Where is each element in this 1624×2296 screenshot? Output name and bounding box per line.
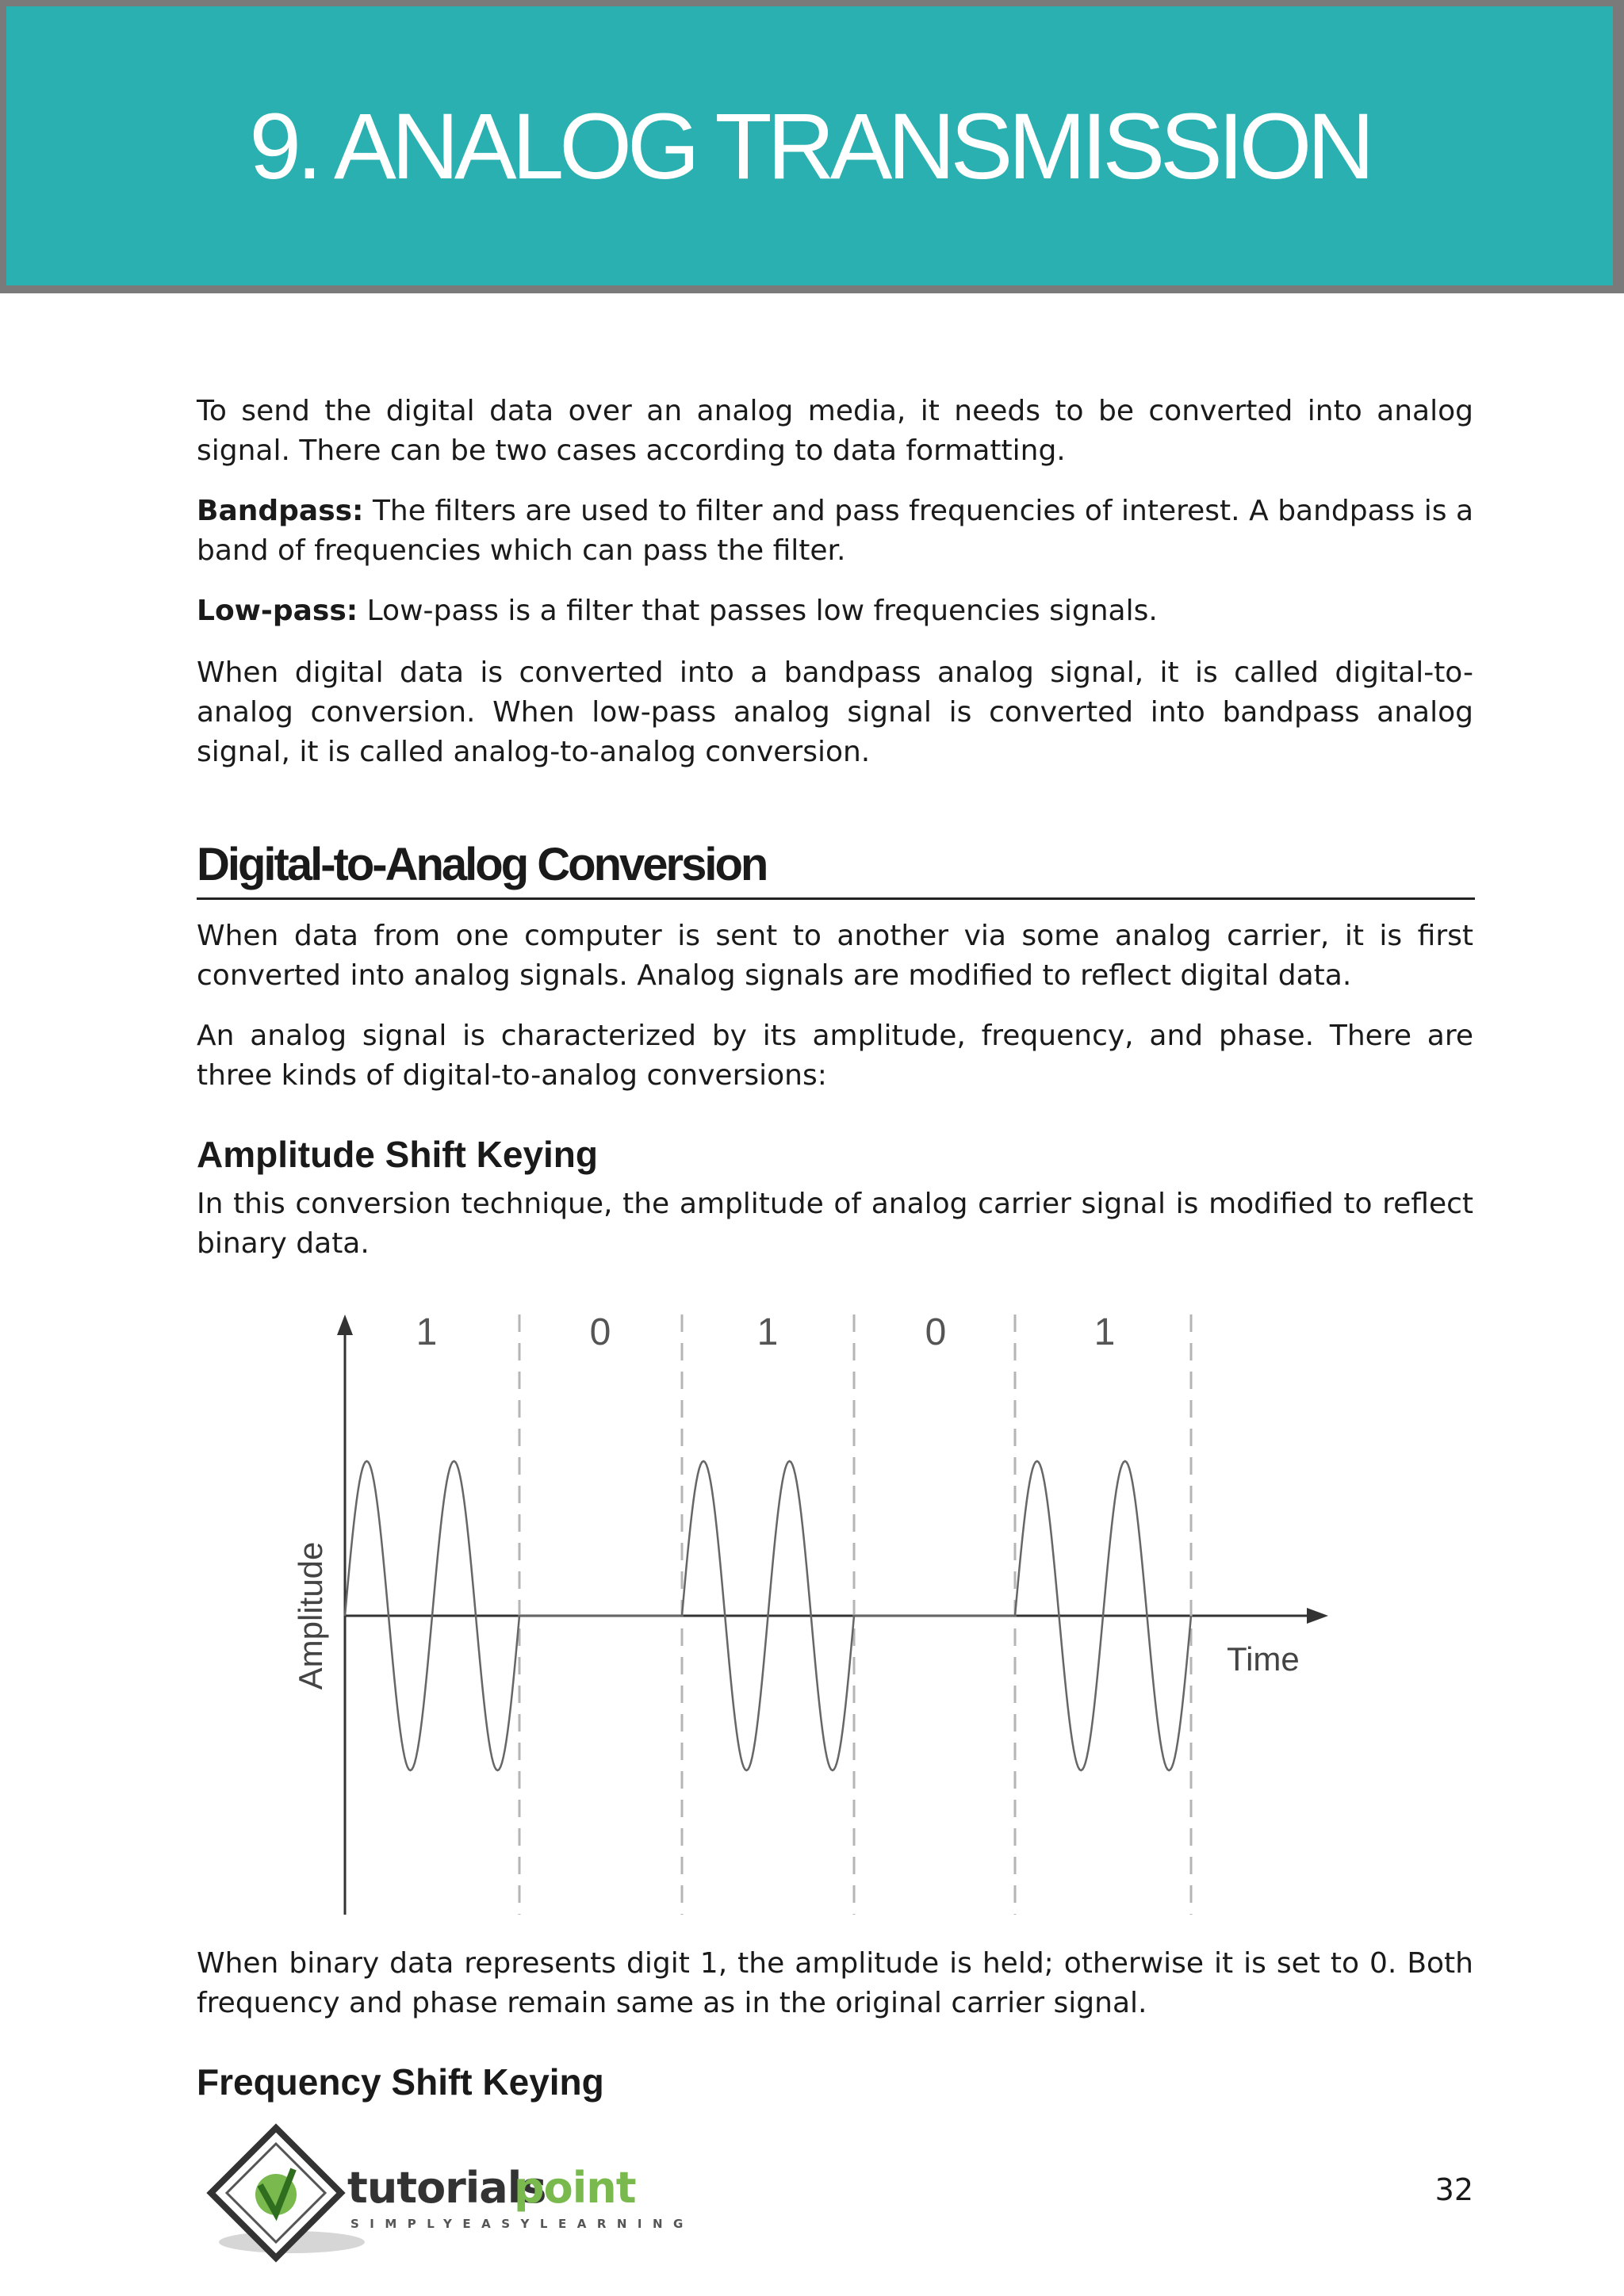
page-number: 32	[1434, 2172, 1473, 2207]
ask-paragraph-1: In this conversion technique, the amplitude of analog carrier signal is modified to reflect binary data.	[197, 1188, 1473, 1260]
dac-heading: Digital-to-Analog Conversion	[197, 832, 1475, 900]
bandpass-text: The filters are used to filter and pass frequencies of interest. A bandpass is a band of frequencies which can pass the filter.	[197, 495, 1473, 567]
time-label: Time	[1227, 1640, 1300, 1678]
dac-paragraph-2: An analog signal is characterized by its amplitude, frequency, and phase. There are three kinds of digital-to-analog conversions:	[197, 1020, 1473, 1092]
conversion-paragraph: When digital data is converted into a bandpass analog signal, it is called digital-to-analog conversion. When low-pass analog signal is converted into bandpass analog signal, it is called analog-to-analog conversion.	[197, 656, 1473, 768]
lowpass-paragraph	[197, 591, 1473, 631]
ask-paragraph-2: When binary data represents digit 1, the amplitude is held; otherwise it is set to 0. Both frequency and phase remain same as in the original carrier signal.	[197, 1947, 1473, 2019]
bandpass-term: Bandpass:	[197, 495, 364, 527]
time-axis-arrow	[1307, 1608, 1328, 1624]
brand-green: point	[514, 2163, 636, 2213]
intro-paragraph: To send the digital data over an analog media, it needs to be converted into analog signal. There can be two cases according to data formatting.	[197, 395, 1473, 467]
bit-label: 1	[1094, 1311, 1116, 1353]
tutorialspoint-logo	[205, 2122, 760, 2264]
bit-label: 1	[416, 1311, 438, 1353]
ask-diagram	[278, 1300, 1340, 1927]
bit-label: 1	[756, 1311, 779, 1353]
bit-label: 0	[589, 1311, 611, 1353]
dac-paragraph-1: When data from one computer is sent to another via some analog carrier, it is first converted into analog signals. Analog signals are modified to reflect digital data.	[197, 920, 1473, 992]
brand-tagline: SIMPLYEASYLEARNING	[350, 2217, 694, 2231]
lowpass-text: Low-pass is a filter that passes low frequencies signals.	[358, 595, 1158, 627]
ask-heading: Amplitude Shift Keying	[197, 1134, 598, 1175]
chapter-banner	[0, 0, 1624, 293]
chapter-title: 9. ANALOG TRANSMISSION	[249, 94, 1370, 199]
amplitude-label: Amplitude	[292, 1541, 329, 1690]
bandpass-paragraph	[197, 492, 1473, 571]
amplitude-axis-arrow	[337, 1314, 353, 1335]
bit-label: 0	[925, 1311, 947, 1353]
brand-dark: tutorials	[347, 2163, 546, 2213]
fsk-heading: Frequency Shift Keying	[197, 2061, 604, 2103]
lowpass-term: Low-pass:	[197, 595, 358, 627]
